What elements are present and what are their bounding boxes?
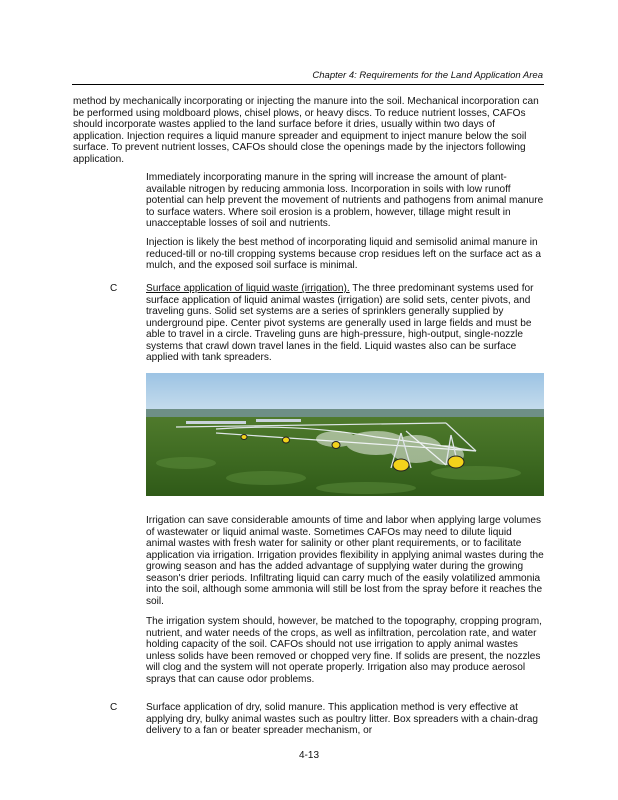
header-rule — [72, 84, 544, 85]
chapter-header: Chapter 4: Requirements for the Land Application Area — [312, 70, 543, 81]
bullet-dry-manure — [146, 702, 544, 737]
indented-paragraph-injection: Injection is likely the best method of incorporating liquid and semisolid animal manure in reduced-till or no-till cropping systems because crop residues left on the surface act as a mulch, and the exposed soil surface is minimal. — [146, 237, 541, 271]
bullet-marker: C — [110, 283, 118, 294]
bullet-dry-manure-text: . This application method is very effective at applying dry, bulky animal wastes such as poultry litter. Box spreaders with a chain-drag delivery to a fan or beater spreader mechanism, or — [146, 702, 538, 736]
bullet-irrigation-text: The three predominant systems used for surface application of liquid animal wastes (irrigation) are solid sets, center pivots, and traveling guns. Solid set systems are a series of sprinklers generally supplied by underground pipe. Center pivot systems are generally used in large fields and must be able to travel in a circle. Traveling guns are high-pressure, high-output, single-nozzle systems that crawl down travel lanes in the field. Liquid wastes also can be surface applied with tank spreaders. — [146, 283, 534, 363]
bullet-dry-manure-heading: Surface application of dry, solid manure — [146, 702, 323, 713]
page-number: 4-13 — [298, 750, 319, 761]
indented-paragraph-incorporation: Immediately incorporating manure in the spring will increase the amount of plant-available nitrogen by reducing ammonia loss. Incorporation in soils with low runoff potential can help prevent the movement of nutrients and pathogens from animal manure to surface waters. Where soil erosion is a problem, however, tillage might result in unacceptable losses of soil and nutrients. — [146, 172, 544, 229]
center-pivot-irrigation-photo — [146, 373, 544, 496]
indented-paragraph-irrigation-system: The irrigation system should, however, be matched to the topography, cropping program, nutrient, and water needs of the crops, as well as infiltration, percolation rate, and water holding capacity of the soil. CAFOs should not use irrigation to apply animal wastes unless solids have been removed or chopped very fine. If solids are present, the nozzles will clog and the system will not operate properly. Irrigation also may produce aerosol sprays that can cause odor problems. — [146, 616, 542, 685]
bullet-marker: C — [110, 702, 118, 713]
bullet-irrigation-heading: Surface application of liquid waste (irrigation). — [146, 283, 350, 294]
intro-paragraph: method by mechanically incorporating or injecting the manure into the soil. Mechanical incorporation can be performed using moldboard plows, chisel plows, or heavy discs. To reduce nutrient losses, CAFOs should incorporate wastes applied to the land surface before it dries, usually within two days of application. Injection requires a liquid manure spreader and equipment to inject manure below the soil surface. To prevent nutrient losses, CAFOs should close the openings made by the injectors following application. — [73, 96, 539, 165]
bullet-irrigation — [146, 283, 544, 364]
indented-paragraph-irrigation-benefits: Irrigation can save considerable amounts of time and labor when applying large volumes of wastewater or liquid animal waste. Sometimes CAFOs may need to dilute liquid animal wastes with fresh water for salinity or other plant requirements, or to facilitate application via irrigation. Irrigation provides flexibility in applying animal wastes during the growing season and has the added advantage of supplying water during the growing season's drier periods. Infiltrating liquid can carry much of the easily volatilized ammonia into the soil, although some ammonia will still be lost from the spray before it reaches the soil. — [146, 515, 544, 607]
